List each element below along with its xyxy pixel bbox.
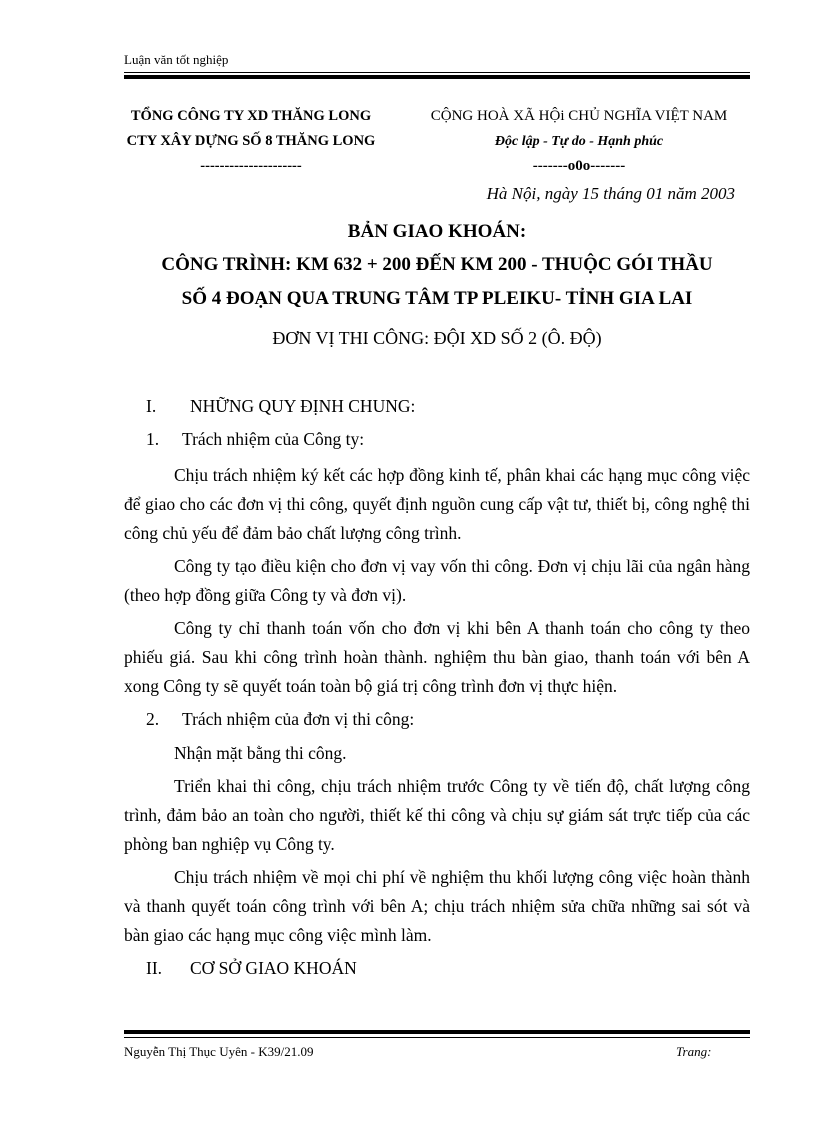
document-title: BẢN GIAO KHOÁN: — [347, 221, 527, 242]
national-title: CỘNG HOÀ XÃ HỘi CHỦ NGHĨA VIỆT NAM — [430, 108, 728, 124]
national-heading — [406, 104, 752, 179]
construction-unit: ĐƠN VỊ THI CÔNG: ĐỘI XD SỐ 2 (Ô. ĐỘ) — [272, 328, 602, 348]
project-line-1: CÔNG TRÌNH: KM 632 + 200 ĐẾN KM 200 - THUỘC GÓI THẦU — [161, 254, 713, 275]
header-rule-thick — [124, 75, 750, 79]
item-1-paragraph-3: Công ty chỉ thanh toán vốn cho đơn vị khi bên A thanh toán cho công ty theo phiếu giá. Sau khi công trình hoàn thành. nghiệm thu bàn giao, thanh toán với bên A xong Công ty sẽ quyết toán toàn bộ giá trị công trình đơn vị thực hiện. — [124, 618, 750, 696]
item-2-paragraph-3: Chịu trách nhiệm về mọi chi phí về nghiệm thu khối lượng công việc hoàn thành và thanh quyết toán công trình với bên A; chịu trách nhiệm sửa chữa những sai sót và bàn giao các hạng mục công việc mình làm. — [124, 867, 750, 945]
item-1-paragraph-2: Công ty tạo điều kiện cho đơn vị vay vốn thi công. Đơn vị chịu lãi của ngân hàng (theo hợp đồng giữa Công ty và đơn vị). — [124, 556, 750, 605]
item-1-heading — [124, 425, 750, 457]
item-2-paragraph-2: Triển khai thi công, chịu trách nhiệm trước Công ty về tiến độ, chất lượng công trình, đảm bảo an toàn cho người, thiết kế thi công và chịu sự giám sát trực tiếp của các phòng ban nghiệp vụ Công ty. — [124, 776, 750, 854]
document-titles — [124, 218, 750, 353]
item-2-paragraph-1: Nhận mặt bằng thi công. — [174, 743, 347, 763]
document-date: Hà Nội, ngày 15 tháng 01 năm 2003 — [486, 184, 735, 203]
section-1-number: I. — [146, 396, 157, 416]
national-separator: -------o0o------- — [532, 158, 626, 174]
item-1-paragraph-1: Chịu trách nhiệm ký kết các hợp đồng kinh tế, phân khai các hạng mục công việc để giao cho các đơn vị thi công, quyết định nguồn cung cấp vật tư, thiết bị, công nghệ thi công chủ yếu để đảm bảo chất lượng công trình. — [124, 465, 750, 543]
section-2-heading — [124, 954, 750, 987]
issuing-organization — [124, 104, 378, 179]
section-1-title: NHỮNG QUY ĐỊNH CHUNG: — [190, 396, 416, 416]
section-2-number: II. — [146, 958, 163, 978]
section-1-heading — [124, 392, 750, 425]
footer-rule-thin — [124, 1037, 750, 1038]
footer-author: Nguyễn Thị Thục Uyên - K39/21.09 — [124, 1044, 314, 1059]
item-1-number: 1. — [146, 429, 160, 449]
footer-page-label: Trang: — [676, 1044, 712, 1059]
section-2-title: CƠ SỞ GIAO KHOÁN — [190, 958, 357, 978]
header-rule-thin — [124, 72, 750, 73]
running-header: Luận văn tốt nghiệp — [124, 52, 229, 67]
org-company: CTY XÂY DỰNG SỐ 8 THĂNG LONG — [126, 133, 376, 149]
project-line-2: SỐ 4 ĐOẠN QUA TRUNG TÂM TP PLEIKU- TỈNH GIA LAI — [181, 288, 693, 309]
item-1-title: Trách nhiệm của Công ty: — [182, 429, 365, 449]
footer-rule-thick — [124, 1030, 750, 1034]
document-body — [124, 392, 750, 987]
org-parent: TỔNG CÔNG TY XD THĂNG LONG — [130, 108, 372, 124]
item-2-title: Trách nhiệm của đơn vị thi công: — [182, 709, 415, 729]
org-separator: --------------------- — [200, 158, 302, 174]
item-2-number: 2. — [146, 709, 160, 729]
item-2-heading — [124, 705, 750, 737]
national-motto: Độc lập - Tự do - Hạnh phúc — [494, 134, 664, 149]
